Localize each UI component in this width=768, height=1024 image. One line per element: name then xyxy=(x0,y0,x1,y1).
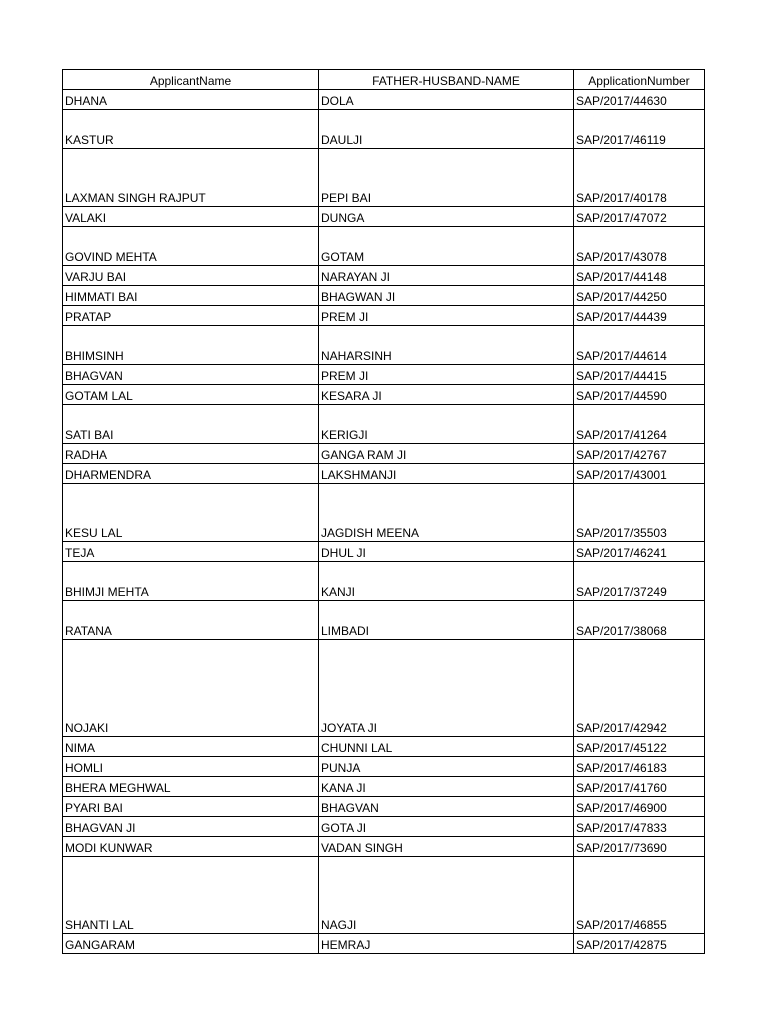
table-body xyxy=(63,90,705,954)
applicant-name-cell: DHARMENDRA xyxy=(63,464,319,484)
father-husband-name-cell: DHUL JI xyxy=(319,542,574,562)
father-husband-name-cell: PREM JI xyxy=(319,365,574,385)
column-header-applicant-name: ApplicantName xyxy=(63,70,319,90)
table-row xyxy=(63,110,705,149)
applicant-name-cell: PYARI BAI xyxy=(63,797,319,817)
table-row xyxy=(63,90,705,110)
table-row xyxy=(63,562,705,601)
application-number-cell: SAP/2017/47833 xyxy=(574,817,705,837)
father-husband-name-cell: GANGA RAM JI xyxy=(319,444,574,464)
applicant-name-cell: RADHA xyxy=(63,444,319,464)
application-number-cell: SAP/2017/40178 xyxy=(574,149,705,207)
applicant-name-cell: PRATAP xyxy=(63,306,319,326)
application-number-cell: SAP/2017/46855 xyxy=(574,857,705,934)
applicant-name-cell: GOVIND MEHTA xyxy=(63,227,319,266)
application-number-cell: SAP/2017/73690 xyxy=(574,837,705,857)
table-row xyxy=(63,286,705,306)
father-husband-name-cell: DAULJI xyxy=(319,110,574,149)
table-row xyxy=(63,464,705,484)
application-number-cell: SAP/2017/38068 xyxy=(574,601,705,640)
application-number-cell: SAP/2017/37249 xyxy=(574,562,705,601)
table-row xyxy=(63,444,705,464)
applicant-name-cell: BHIMJI MEHTA xyxy=(63,562,319,601)
applicant-name-cell: VALAKI xyxy=(63,207,319,227)
father-husband-name-cell: GOTA JI xyxy=(319,817,574,837)
table-row xyxy=(63,326,705,365)
table-row xyxy=(63,306,705,326)
applicant-table xyxy=(62,69,705,954)
applicant-name-cell: VARJU BAI xyxy=(63,266,319,286)
applicant-name-cell: MODI KUNWAR xyxy=(63,837,319,857)
application-number-cell: SAP/2017/35503 xyxy=(574,484,705,542)
table-row xyxy=(63,934,705,954)
applicant-name-cell: KESU LAL xyxy=(63,484,319,542)
applicant-name-cell: KASTUR xyxy=(63,110,319,149)
father-husband-name-cell: BHAGWAN JI xyxy=(319,286,574,306)
applicant-name-cell: DHANA xyxy=(63,90,319,110)
application-number-cell: SAP/2017/42767 xyxy=(574,444,705,464)
father-husband-name-cell: DUNGA xyxy=(319,207,574,227)
table-row xyxy=(63,365,705,385)
application-number-cell: SAP/2017/44630 xyxy=(574,90,705,110)
table-row xyxy=(63,640,705,737)
table-row xyxy=(63,837,705,857)
father-husband-name-cell: DOLA xyxy=(319,90,574,110)
father-husband-name-cell: NAHARSINH xyxy=(319,326,574,365)
father-husband-name-cell: JAGDISH MEENA xyxy=(319,484,574,542)
application-number-cell: SAP/2017/44590 xyxy=(574,385,705,405)
table-row xyxy=(63,777,705,797)
applicant-name-cell: LAXMAN SINGH RAJPUT xyxy=(63,149,319,207)
application-number-cell: SAP/2017/44614 xyxy=(574,326,705,365)
table-row xyxy=(63,266,705,286)
applicant-name-cell: NOJAKI xyxy=(63,640,319,737)
table-row xyxy=(63,817,705,837)
table-row xyxy=(63,385,705,405)
table-row xyxy=(63,207,705,227)
applicant-name-cell: HOMLI xyxy=(63,757,319,777)
father-husband-name-cell: LAKSHMANJI xyxy=(319,464,574,484)
father-husband-name-cell: PEPI BAI xyxy=(319,149,574,207)
application-number-cell: SAP/2017/41760 xyxy=(574,777,705,797)
table-row xyxy=(63,737,705,757)
application-number-cell: SAP/2017/46119 xyxy=(574,110,705,149)
applicant-name-cell: RATANA xyxy=(63,601,319,640)
header-row xyxy=(63,70,705,90)
father-husband-name-cell: PREM JI xyxy=(319,306,574,326)
application-number-cell: SAP/2017/43078 xyxy=(574,227,705,266)
table-row xyxy=(63,149,705,207)
father-husband-name-cell: KANA JI xyxy=(319,777,574,797)
father-husband-name-cell: KESARA JI xyxy=(319,385,574,405)
father-husband-name-cell: NARAYAN JI xyxy=(319,266,574,286)
father-husband-name-cell: HEMRAJ xyxy=(319,934,574,954)
applicant-name-cell: NIMA xyxy=(63,737,319,757)
column-header-father-husband-name: FATHER-HUSBAND-NAME xyxy=(319,70,574,90)
application-number-cell: SAP/2017/42875 xyxy=(574,934,705,954)
application-number-cell: SAP/2017/44415 xyxy=(574,365,705,385)
applicant-name-cell: BHERA MEGHWAL xyxy=(63,777,319,797)
applicant-name-cell: GOTAM LAL xyxy=(63,385,319,405)
table-header xyxy=(63,70,705,90)
application-number-cell: SAP/2017/44148 xyxy=(574,266,705,286)
applicant-name-cell: BHIMSINH xyxy=(63,326,319,365)
father-husband-name-cell: CHUNNI LAL xyxy=(319,737,574,757)
father-husband-name-cell: KERIGJI xyxy=(319,405,574,444)
applicant-name-cell: SATI BAI xyxy=(63,405,319,444)
applicant-name-cell: HIMMATI BAI xyxy=(63,286,319,306)
application-number-cell: SAP/2017/44439 xyxy=(574,306,705,326)
table-row xyxy=(63,484,705,542)
application-number-cell: SAP/2017/44250 xyxy=(574,286,705,306)
application-number-cell: SAP/2017/41264 xyxy=(574,405,705,444)
father-husband-name-cell: VADAN SINGH xyxy=(319,837,574,857)
father-husband-name-cell: JOYATA JI xyxy=(319,640,574,737)
father-husband-name-cell: PUNJA xyxy=(319,757,574,777)
table-row xyxy=(63,601,705,640)
applicant-name-cell: BHAGVAN JI xyxy=(63,817,319,837)
applicant-name-cell: TEJA xyxy=(63,542,319,562)
father-husband-name-cell: GOTAM xyxy=(319,227,574,266)
application-number-cell: SAP/2017/46241 xyxy=(574,542,705,562)
application-number-cell: SAP/2017/46183 xyxy=(574,757,705,777)
applicant-name-cell: SHANTI LAL xyxy=(63,857,319,934)
column-header-application-number: ApplicationNumber xyxy=(574,70,705,90)
table-row xyxy=(63,542,705,562)
father-husband-name-cell: KANJI xyxy=(319,562,574,601)
table-row xyxy=(63,405,705,444)
applicant-name-cell: BHAGVAN xyxy=(63,365,319,385)
table-row xyxy=(63,797,705,817)
application-number-cell: SAP/2017/45122 xyxy=(574,737,705,757)
table-row xyxy=(63,227,705,266)
application-number-cell: SAP/2017/42942 xyxy=(574,640,705,737)
application-number-cell: SAP/2017/47072 xyxy=(574,207,705,227)
application-number-cell: SAP/2017/43001 xyxy=(574,464,705,484)
father-husband-name-cell: NAGJI xyxy=(319,857,574,934)
applicant-name-cell: GANGARAM xyxy=(63,934,319,954)
father-husband-name-cell: BHAGVAN xyxy=(319,797,574,817)
father-husband-name-cell: LIMBADI xyxy=(319,601,574,640)
application-number-cell: SAP/2017/46900 xyxy=(574,797,705,817)
table-row xyxy=(63,857,705,934)
table-row xyxy=(63,757,705,777)
